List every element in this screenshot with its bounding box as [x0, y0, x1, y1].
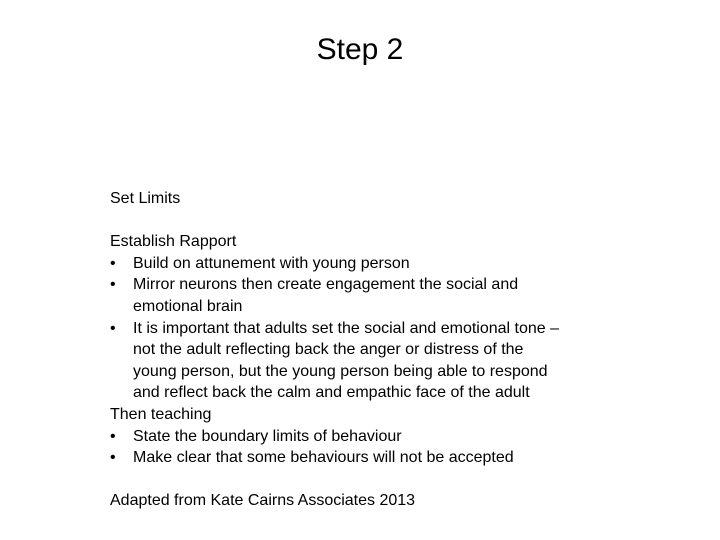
- bullet-text: It is important that adults set the social and emotional tone – not the adult reflecting back the anger or distress of the young person, but the young person being able to respond and reflect back the calm and empathic face of the adult: [133, 319, 560, 402]
- spacer: [110, 210, 630, 232]
- rapport-heading: Establish Rapport: [110, 233, 237, 251]
- bullet-text: Build on attunement with young person: [133, 254, 410, 272]
- bullet-icon: •: [110, 254, 116, 272]
- attribution-text: Adapted from Kate Cairns Associates 2013: [110, 492, 416, 510]
- teaching-heading: Then teaching: [110, 405, 212, 423]
- list-item: [110, 253, 630, 275]
- list-item: [110, 274, 630, 317]
- list-item: [110, 447, 630, 469]
- list-item: [110, 318, 630, 404]
- bullet-text: Make clear that some behaviours will not be accepted: [133, 449, 514, 467]
- list-item: [110, 426, 630, 448]
- bullet-text: Mirror neurons then create engagement the social and emotional brain: [133, 276, 519, 315]
- bullet-text: State the boundary limits of behaviour: [133, 427, 402, 445]
- slide-title: Step 2: [316, 33, 404, 66]
- spacer: [110, 469, 630, 491]
- set-limits-text: Set Limits: [110, 190, 181, 207]
- bullet-icon: •: [110, 276, 116, 294]
- bullet-icon: •: [110, 427, 116, 445]
- slide-body: [110, 188, 630, 512]
- bullet-icon: •: [110, 319, 116, 337]
- bullet-icon: •: [110, 449, 116, 467]
